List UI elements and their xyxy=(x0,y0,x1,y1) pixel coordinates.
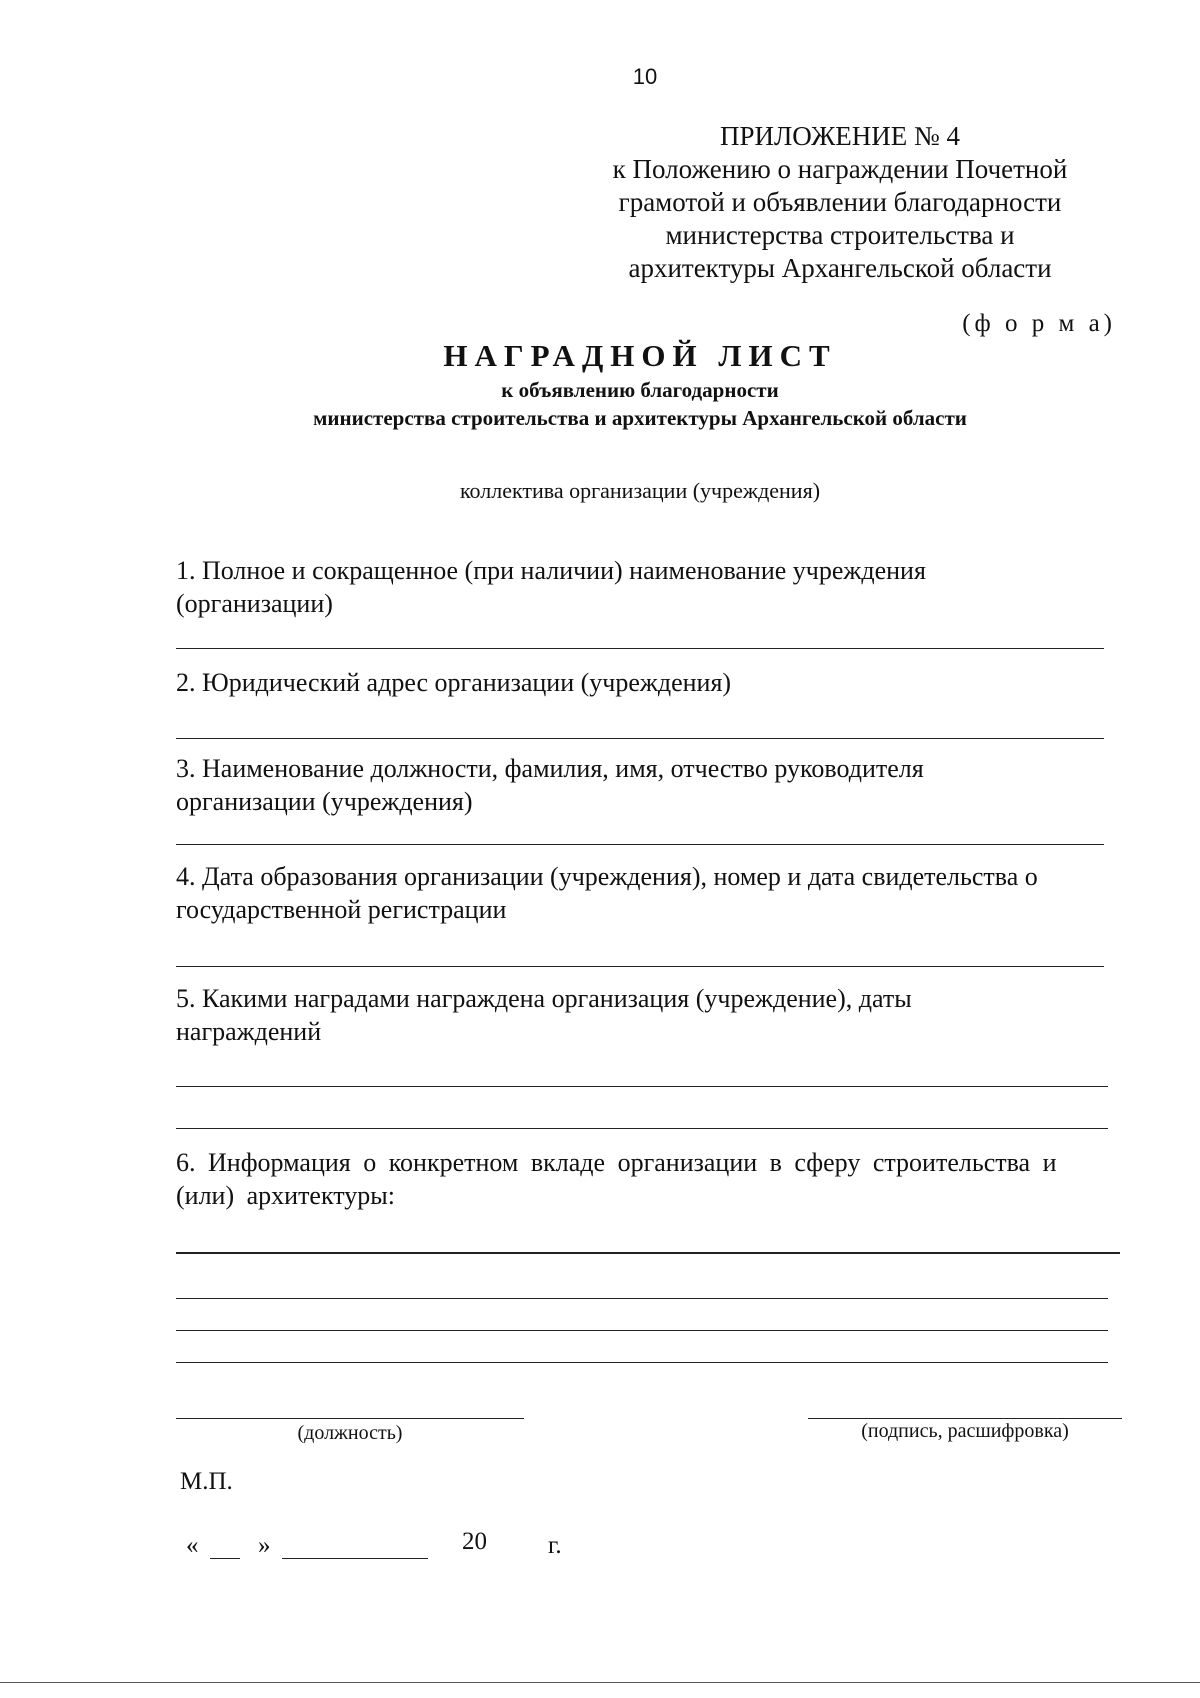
position-label: (должность) xyxy=(297,1422,403,1444)
date-open-quote: « xyxy=(186,1532,199,1559)
form-item-1-line-1: 1. Полное и сокращенное (при наличии) наименование учреждения xyxy=(176,556,926,585)
form-item-6-line-2: (или) архитектуры: xyxy=(176,1181,395,1210)
year-prefix: 20 xyxy=(462,1528,487,1555)
position-line[interactable] xyxy=(176,1418,524,1419)
answer-line-4[interactable] xyxy=(176,966,1104,967)
form-item-6 xyxy=(176,1146,1116,1212)
form-item-1 xyxy=(176,554,1116,620)
collective-label: коллектива организации (учреждения) xyxy=(459,478,821,503)
form-item-3 xyxy=(176,752,1116,818)
form-item-4-line-2: государственной регистрации xyxy=(176,895,507,924)
appendix-line-4: архитектуры Архангельской области xyxy=(628,253,1052,283)
answer-line-5b[interactable] xyxy=(176,1128,1108,1129)
appendix-header xyxy=(560,120,1120,285)
answer-line-6c[interactable] xyxy=(176,1330,1108,1331)
form-item-6-line-1: 6. Информация о конкретном вкладе организации в сферу строительства и xyxy=(176,1148,1057,1177)
form-item-2-line-1: 2. Юридический адрес организации (учреждения) xyxy=(176,668,732,697)
form-item-3-line-1: 3. Наименование должности, фамилия, имя, отчество руководителя xyxy=(176,754,924,783)
answer-line-6b[interactable] xyxy=(176,1298,1108,1299)
answer-line-1[interactable] xyxy=(176,648,1104,649)
form-item-3-line-2: организации (учреждения) xyxy=(176,787,473,816)
date-close-quote: » xyxy=(258,1532,271,1559)
title-main: НАГРАДНОЙ ЛИСТ xyxy=(443,338,837,373)
stamp-label: М.П. xyxy=(180,1468,233,1495)
date-line xyxy=(186,1528,786,1568)
day-field[interactable] xyxy=(210,1532,240,1559)
year-suffix: г. xyxy=(548,1532,562,1559)
appendix-line-2: грамотой и объявлении благодарности xyxy=(618,187,1062,217)
form-label: (ф о р м а) xyxy=(962,310,1116,337)
answer-line-3[interactable] xyxy=(176,844,1104,845)
title-sub-2: министерства строительства и архитектуры Архангельской области xyxy=(313,406,967,430)
answer-line-6a[interactable] xyxy=(176,1252,1120,1254)
form-item-1-line-2: (организации) xyxy=(176,589,333,618)
page-number: 10 xyxy=(632,64,658,89)
title-sub-1: к объявлению благодарности xyxy=(501,378,779,402)
document-title xyxy=(200,336,1080,432)
form-item-5 xyxy=(176,982,1116,1048)
form-item-2 xyxy=(176,666,1116,699)
appendix-line-3: министерства строительства и xyxy=(665,220,1015,250)
appendix-title: ПРИЛОЖЕНИЕ № 4 xyxy=(719,121,961,151)
form-item-5-line-1: 5. Какими наградами награждена организация (учреждение), даты xyxy=(176,984,912,1013)
month-field[interactable] xyxy=(282,1532,428,1559)
form-item-4 xyxy=(176,860,1116,926)
appendix-line-1: к Положению о награждении Почетной xyxy=(612,154,1068,184)
page-bottom-border xyxy=(0,1682,1200,1683)
answer-line-6d[interactable] xyxy=(176,1362,1108,1363)
form-item-5-line-2: награждений xyxy=(176,1017,322,1046)
signature-line[interactable] xyxy=(808,1418,1122,1419)
answer-line-5a[interactable] xyxy=(176,1086,1108,1087)
form-item-4-line-1: 4. Дата образования организации (учреждения), номер и дата свидетельства о xyxy=(176,862,1038,891)
answer-line-2[interactable] xyxy=(176,738,1104,739)
signature-label: (подпись, расшифровка) xyxy=(861,1420,1069,1442)
